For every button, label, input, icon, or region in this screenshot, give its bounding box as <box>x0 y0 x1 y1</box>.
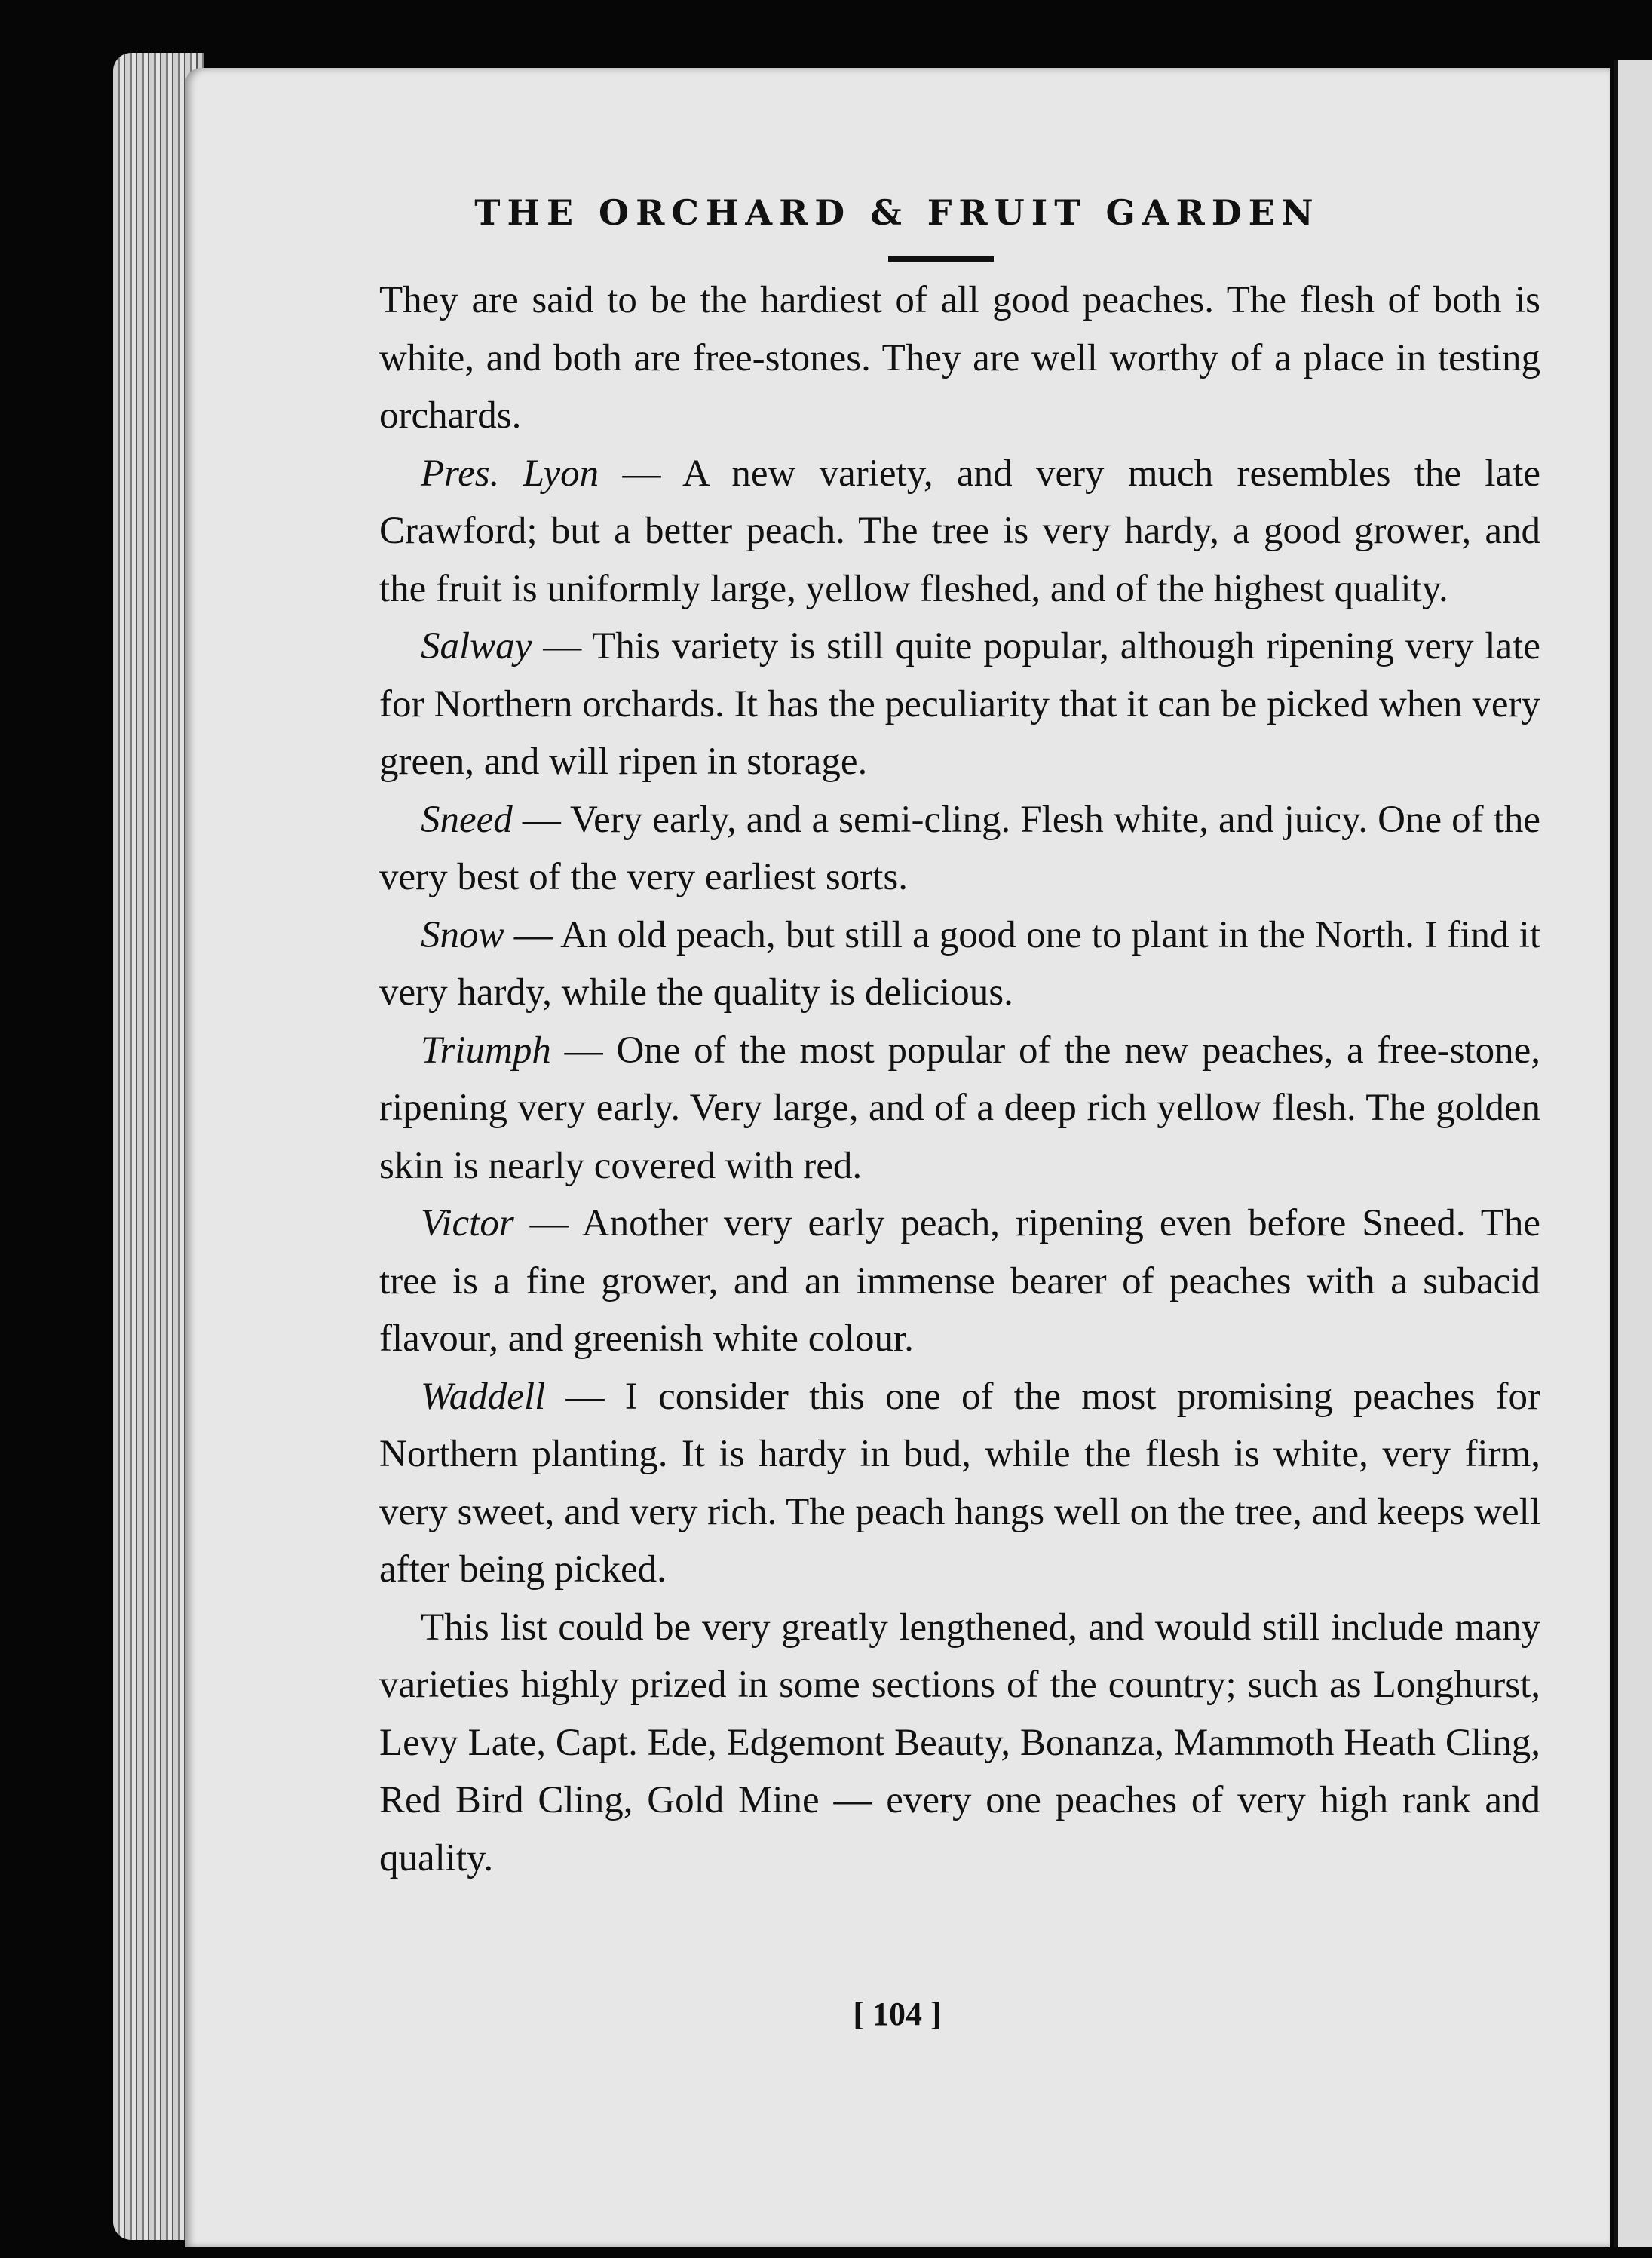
head-rule <box>888 256 994 262</box>
paragraph-victor <box>379 1195 1540 1368</box>
paragraph-text: — One of the most popular of the new peaches, a free-stone, ripening very early. Very large, and of a deep rich yellow flesh. The golden skin is nearly covered with red. <box>379 1029 1540 1187</box>
paragraph-pres-lyon <box>379 445 1540 618</box>
paragraph-snow <box>379 907 1540 1022</box>
paragraph-text: — I consider this one of the most promising peaches for Northern planting. It is hardy in bud, while the flesh is white, very firm, very sweet, and very rich. The peach hangs well on the tree, and keeps well after being picked. <box>379 1375 1540 1591</box>
paragraph-triumph <box>379 1022 1540 1195</box>
paragraph-text: — An old peach, but still a good one to plant in the North. I find it very hardy, while the quality is delicious. <box>379 913 1540 1014</box>
paragraph-text: — Very early, and a semi-cling. Flesh white, and juicy. One of the very best of the very earliest sorts. <box>379 798 1540 898</box>
running-head: THE ORCHARD & FRUIT GARDEN <box>474 192 1320 233</box>
paragraph-closing <box>379 1599 1540 1888</box>
paragraph-text: They are said to be the hardiest of all good peaches. The flesh of both is white, and both are free-stones. They are well worthy of a place in testing orchards. <box>379 279 1540 437</box>
paragraph-text: — A new variety, and very much resembles the late Crawford; but a better peach. The tree is very hardy, a good grower, and the fruit is uniformly large, yellow fleshed, and of the highest quality. <box>379 452 1541 610</box>
book-page <box>185 68 1610 2247</box>
variety-name: Waddell <box>421 1375 546 1418</box>
variety-name: Victor <box>421 1202 514 1244</box>
variety-name: Triumph <box>421 1029 551 1072</box>
variety-name: Snow <box>421 913 504 956</box>
paragraph-waddell <box>379 1368 1540 1599</box>
page-number: [ 104 ] <box>853 1996 942 2033</box>
paragraph-sneed <box>379 791 1540 907</box>
paragraph-text: — Another very early peach, ripening even before Sneed. The tree is a fine grower, and an immense bearer of peaches with a subacid flavour, and greenish white colour. <box>379 1202 1540 1360</box>
paragraph-salway <box>379 618 1540 791</box>
body-text <box>379 272 1540 1887</box>
facing-page-edge <box>1614 60 1652 2247</box>
variety-name: Sneed <box>421 798 513 841</box>
variety-name: Salway <box>421 625 532 667</box>
paragraph-text: This list could be very greatly lengthened, and would still include many varieties highly prized in some sections of the country; such as Longhurst, Levy Late, Capt. Ede, Edgemont Beauty, Bonanza, Mammoth Heath Cling, Red Bird Cling, Gold Mine — every one peaches of very high rank and quality. <box>379 1606 1540 1879</box>
variety-name: Pres. Lyon <box>421 452 599 495</box>
paragraph <box>379 272 1540 445</box>
paragraph-text: — This variety is still quite popular, although ripening very late for Northern orchards. It has the peculiarity that it can be picked when very green, and will ripen in storage. <box>379 625 1540 783</box>
